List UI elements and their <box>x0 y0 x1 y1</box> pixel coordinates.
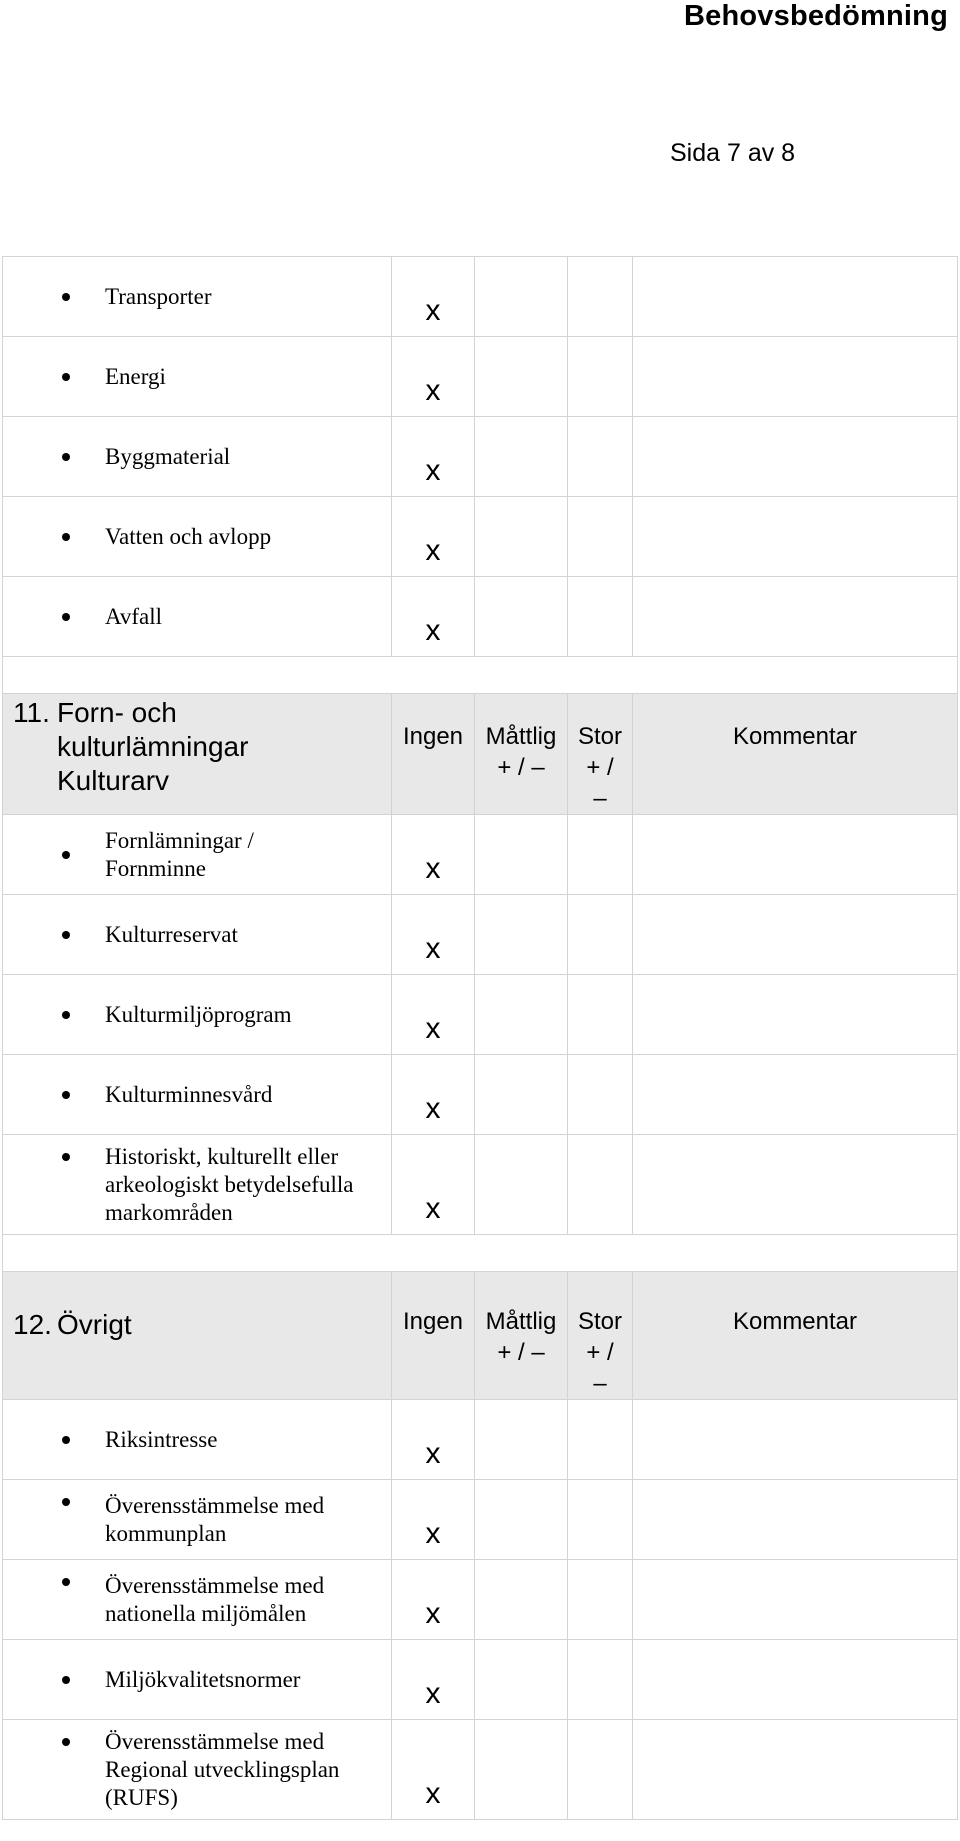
table-row <box>3 815 958 895</box>
ingen-mark: x <box>392 815 475 895</box>
bullet-icon <box>62 1578 70 1586</box>
section-title <box>3 694 392 815</box>
item-label-cell: Överensstämmelse med Regional utvecklingsplan (RUFS) <box>3 1720 392 1820</box>
table-row <box>3 1055 958 1135</box>
item-label-cell: Fornlämningar / Fornminne <box>3 815 392 895</box>
ingen-mark: x <box>392 497 475 577</box>
section-title-line: Kulturarv <box>57 765 170 796</box>
ingen-mark: x <box>392 975 475 1055</box>
mattlig-cell <box>475 497 568 577</box>
mattlig-cell <box>475 417 568 497</box>
stor-cell <box>568 577 633 657</box>
col-header-mattlig: Måttlig + / – <box>475 1272 568 1400</box>
bullet-icon <box>62 851 70 859</box>
col-header-kommentar: Kommentar <box>633 1272 958 1400</box>
item-label: Vatten och avlopp <box>105 523 272 549</box>
table-row <box>3 337 958 417</box>
ingen-mark: x <box>392 1400 475 1480</box>
bullet-icon <box>62 1738 70 1746</box>
bullet-icon <box>62 533 70 541</box>
section-title-line: kulturlämningar <box>57 731 249 762</box>
table-row <box>3 1560 958 1640</box>
mattlig-cell <box>475 577 568 657</box>
section-number: 12. <box>13 1309 52 1340</box>
item-label: Energi <box>105 363 166 389</box>
mattlig-cell <box>475 895 568 975</box>
table-row <box>3 497 958 577</box>
bullet-icon <box>62 1436 70 1444</box>
table-row <box>3 1480 958 1560</box>
mattlig-cell <box>475 1560 568 1640</box>
mattlig-cell <box>475 1055 568 1135</box>
bullet-icon <box>62 373 70 381</box>
stor-cell <box>568 1135 633 1235</box>
kommentar-cell <box>633 257 958 337</box>
item-label: Avfall <box>105 603 163 629</box>
table-row <box>3 895 958 975</box>
section-number: 11. <box>13 697 50 728</box>
stor-cell <box>568 1640 633 1720</box>
mattlig-cell <box>475 257 568 337</box>
section-title-line: Övrigt <box>57 1309 132 1340</box>
kommentar-cell <box>633 1480 958 1560</box>
stor-cell <box>568 337 633 417</box>
mattlig-cell <box>475 1400 568 1480</box>
bullet-icon <box>62 613 70 621</box>
spacer-cell <box>3 1235 958 1272</box>
kommentar-cell <box>633 497 958 577</box>
kommentar-cell <box>633 1055 958 1135</box>
kommentar-cell <box>633 1560 958 1640</box>
stor-cell <box>568 1400 633 1480</box>
bullet-icon <box>62 1676 70 1684</box>
stor-cell <box>568 497 633 577</box>
item-label-cell: Miljökvalitetsnormer <box>3 1640 392 1720</box>
table-row <box>3 257 958 337</box>
ingen-mark: x <box>392 1135 475 1235</box>
item-label-cell: Kulturminnesvård <box>3 1055 392 1135</box>
stor-cell <box>568 1055 633 1135</box>
item-label-cell: Överensstämmelse med kommunplan <box>3 1480 392 1560</box>
ingen-mark: x <box>392 1480 475 1560</box>
bullet-icon <box>62 1091 70 1099</box>
table-row <box>3 417 958 497</box>
kommentar-cell <box>633 815 958 895</box>
stor-cell <box>568 257 633 337</box>
bullet-icon <box>62 293 70 301</box>
spacer-cell <box>3 657 958 694</box>
mattlig-cell <box>475 1480 568 1560</box>
kommentar-cell <box>633 337 958 417</box>
mattlig-cell <box>475 1640 568 1720</box>
item-label-cell: Kulturmiljöprogram <box>3 975 392 1055</box>
kommentar-cell <box>633 1135 958 1235</box>
stor-cell <box>568 895 633 975</box>
kommentar-cell <box>633 1400 958 1480</box>
section-title <box>3 1272 392 1400</box>
item-label-cell <box>3 497 392 577</box>
item-label: Transporter <box>105 283 212 309</box>
bullet-icon <box>62 1011 70 1019</box>
bullet-icon <box>62 1153 70 1161</box>
ingen-mark: x <box>392 257 475 337</box>
bullet-icon <box>62 1498 70 1506</box>
ingen-mark: x <box>392 1720 475 1820</box>
item-label-cell: Historiskt, kulturellt eller arkeologiskt betydelsefulla markområden <box>3 1135 392 1235</box>
item-label-cell <box>3 577 392 657</box>
col-header-ingen: Ingen <box>392 694 475 815</box>
document-title: Behovsbedömning <box>683 0 948 32</box>
ingen-mark: x <box>392 1055 475 1135</box>
table-row <box>3 1720 958 1820</box>
item-label-cell <box>3 417 392 497</box>
item-label: Byggmaterial <box>105 443 231 469</box>
table-row <box>3 1135 958 1235</box>
col-header-stor: Stor + / – <box>568 1272 633 1400</box>
kommentar-cell <box>633 577 958 657</box>
ingen-mark: x <box>392 337 475 417</box>
assessment-table <box>2 256 958 1820</box>
col-header-kommentar: Kommentar <box>633 694 958 815</box>
table-row <box>3 577 958 657</box>
stor-cell <box>568 1480 633 1560</box>
ingen-mark: x <box>392 1560 475 1640</box>
item-label-cell <box>3 257 392 337</box>
ingen-mark: x <box>392 417 475 497</box>
kommentar-cell <box>633 1640 958 1720</box>
section-title-line: Forn- och <box>57 697 177 728</box>
spacer-row <box>3 1235 958 1272</box>
mattlig-cell <box>475 337 568 417</box>
item-label-cell: Riksintresse <box>3 1400 392 1480</box>
mattlig-cell <box>475 1720 568 1820</box>
page-number: Sida 7 av 8 <box>670 139 796 167</box>
kommentar-cell <box>633 895 958 975</box>
item-label-cell: Kulturreservat <box>3 895 392 975</box>
kommentar-cell <box>633 975 958 1055</box>
bullet-icon <box>62 931 70 939</box>
stor-cell <box>568 815 633 895</box>
section-header-12 <box>3 1272 958 1400</box>
kommentar-cell <box>633 1720 958 1820</box>
table-row <box>3 1640 958 1720</box>
section-header-11 <box>3 694 958 815</box>
col-header-mattlig: Måttlig + / – <box>475 694 568 815</box>
ingen-mark: x <box>392 895 475 975</box>
kommentar-cell <box>633 417 958 497</box>
item-label-cell: Överensstämmelse med nationella miljömålen <box>3 1560 392 1640</box>
mattlig-cell <box>475 815 568 895</box>
item-label-cell <box>3 337 392 417</box>
mattlig-cell <box>475 1135 568 1235</box>
table-row <box>3 975 958 1055</box>
stor-cell <box>568 975 633 1055</box>
spacer-row <box>3 657 958 694</box>
col-header-ingen: Ingen <box>392 1272 475 1400</box>
mattlig-cell <box>475 975 568 1055</box>
ingen-mark: x <box>392 1640 475 1720</box>
stor-cell <box>568 1560 633 1640</box>
stor-cell <box>568 1720 633 1820</box>
table-row <box>3 1400 958 1480</box>
ingen-mark: x <box>392 577 475 657</box>
col-header-stor: Stor + / – <box>568 694 633 815</box>
bullet-icon <box>62 453 70 461</box>
stor-cell <box>568 417 633 497</box>
